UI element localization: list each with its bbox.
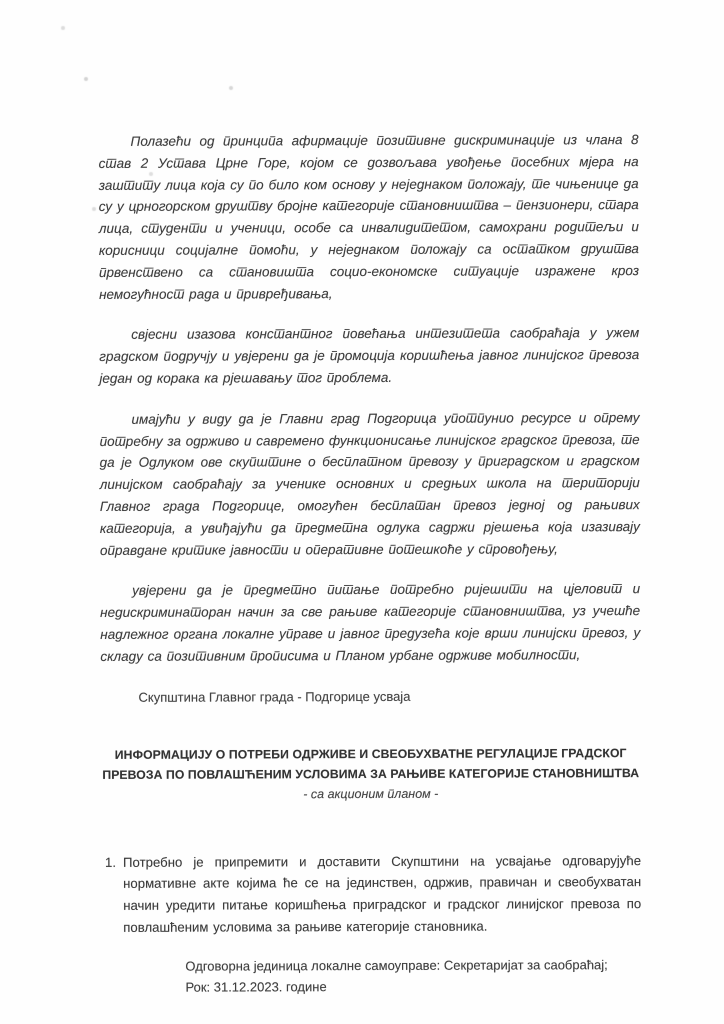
adoption-line: Скупштина Главног града - Подгорице усваја: [138, 688, 411, 705]
document-content: [98, 129, 641, 999]
action-item-meta: [185, 954, 641, 999]
action-item-text: Потребно је припремити и доставити Скупштини на усвајање одговарујуће нормативне акте којима ће се на јединствен, одржив, правичан и свеобухватан начин уредити питање коришћења приградског и градског линијског превоза по повлашћеним условима за рањиве категорије становника.: [123, 852, 642, 935]
preamble-paragraph-4: увјерени да је предметно питање потребно ријешити на цјеловит и недискриминаторан начин за све рањиве категорије становништва, уз учешће надлежног органа локалне управе и јавног предузећа које врши линијски превоз, у складу са позитивним прописима и Планом урбане одрживе мобилности,: [100, 581, 641, 664]
scan-speckles: [0, 0, 2, 2]
preamble-paragraph-3: имајући у виду да је Главни град Подгорица употпунио ресурсе и опрему потребну за одрживо и савремено функционисање линијског градског превоза, те да је Одлуком ове скупштине о бесплатном превозу у приградском и градском линијском саобраћају за ученике основних и средњих школа на територији Главног града Подгорице, омогућен бесплатан превоз једној од рањивих категорија, а увиђајући да предметна одлука садржи рјешења која изазивају оправдане критике јавности и оперативне потешкоће у спровођењу,: [99, 409, 640, 558]
document-title: ИНФОРМАЦИЈУ О ПОТРЕБИ ОДРЖИВЕ И СВЕОБУХВАТНЕ РЕГУЛАЦИЈЕ ГРАДСКОГ ПРЕВОЗА ПО ПОВЛАШЋЕНИМ УСЛОВИМА ЗА РАЊИВЕ КАТЕГОРИЈЕ СТАНОВНИШТВА: [102, 745, 640, 782]
title-block: [101, 743, 641, 802]
preamble-paragraph-2: свјесни изазова константног повећања интезитета саобраћаја у ужем градском подручју и увјерени да је промоција коришћења јавног линијског превоза један од корака ка рјешавању тог проблема.: [99, 325, 640, 386]
action-item-1: [101, 850, 641, 939]
responsible-unit-line: Одговорна јединица локалне самоуправе: Секретаријат за саобраћај;: [185, 956, 608, 974]
action-item-number: 1.: [105, 854, 117, 870]
deadline-line: Рок: 31.12.2023. године: [185, 979, 327, 995]
preamble-paragraph-1: Полазећи од принципа афирмације позитивне дискриминације из члана 8 став 2 Устава Црне Горе, којом се дозвољава увођење посебних мјера на заштиту лица која су по било ком основу у неједнаком положају, те чињенице да су у црногорском друштву бројне категорије становништва – пензионери, стара лица, студенти и ученици, особе са инвалидитетом, самохрани родитељи и корисници социјалне помоћи, у неједнаком положају са остатком друштва првенствено са становишта социо-економске ситуације изражене кроз немогућност рада и привређивања,: [98, 132, 640, 302]
document-subtitle: - са акционим планом -: [303, 786, 439, 801]
